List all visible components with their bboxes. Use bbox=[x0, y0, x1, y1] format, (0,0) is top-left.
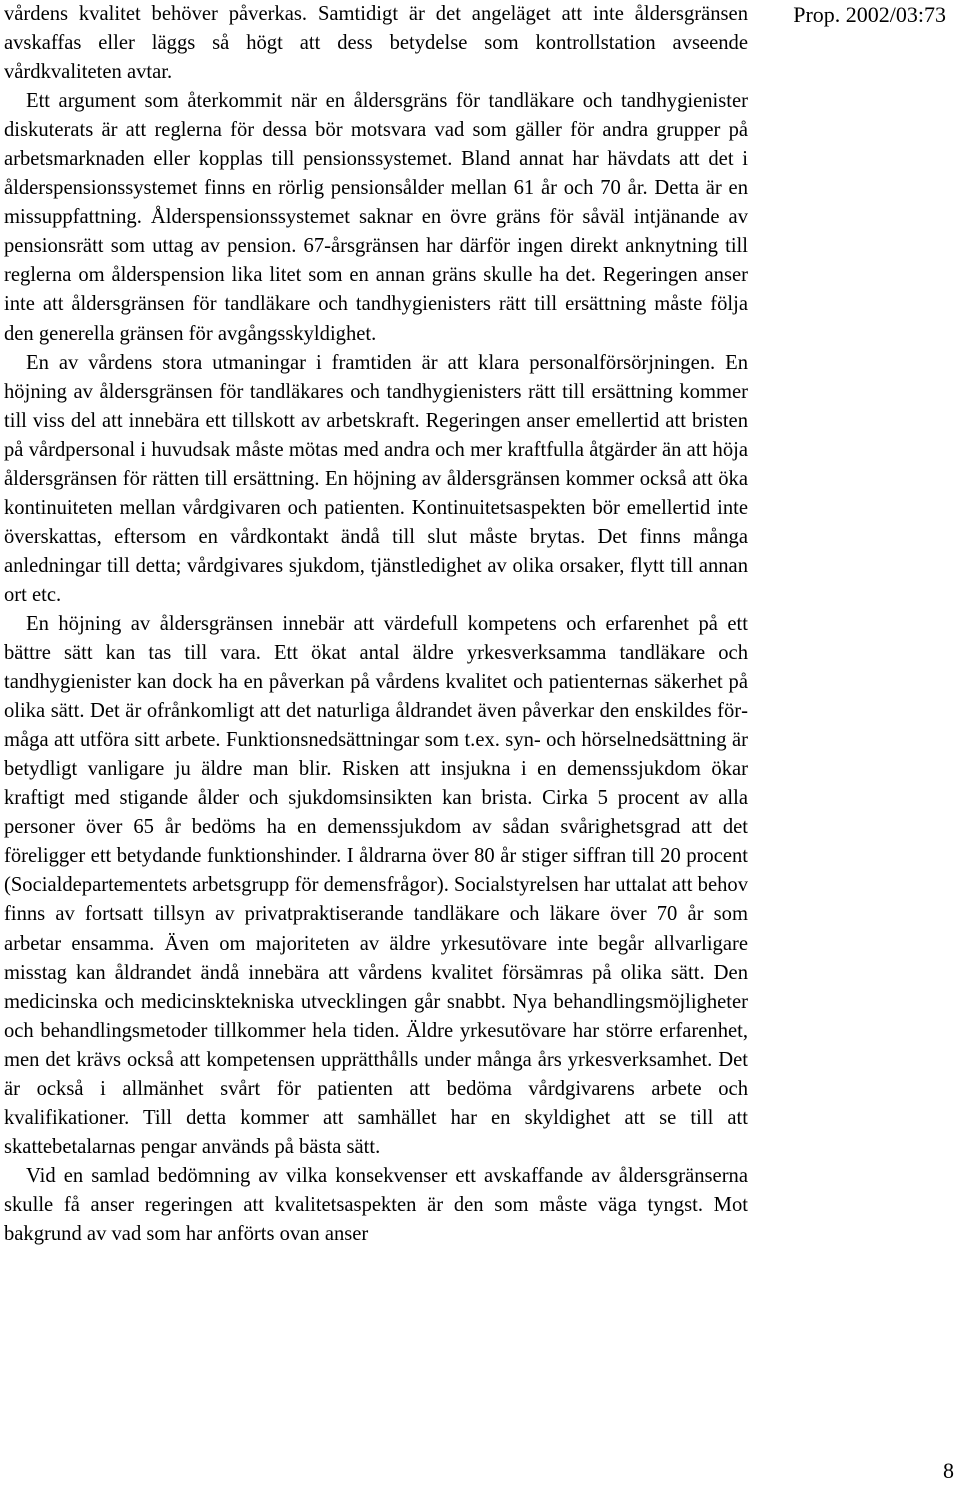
paragraph-1: vårdens kvalitet behöver påverkas. Samtidigt är det angeläget att inte åldersgränsen avskaffas eller läggs så högt att dess betydelse som kontrollstation avseende vårdkvaliteten avtar. bbox=[4, 3, 748, 84]
paragraph-5: Vid en samlad bedömning av vilka konsekvenser ett avskaffande av åldersgränserna skulle få anser regeringen att kvalitetsaspekten är den som måste väga tyngst. Mot bakgrund av vad som har anförts ovan anser bbox=[4, 1164, 748, 1245]
paragraph-2: Ett argument som återkommit när en åldersgräns för tandläkare och tandhygienister diskuterats är att reglerna för dessa bör motsvara vad som gäller för andra grupper på arbetsmarknaden eller kopplas till pensionssystemet. Bland annat har hävdats att det i ålderspensionssystemet finns en rörlig pensionsålder mellan 61 år och 70 år. Detta är en missuppfattning. Ålderspensionssystemet saknar en övre gräns för såväl intjänande av pensionsrätt som uttag av pension. 67-årsgränsen har därför ingen direkt anknytning till reglerna om ålderspension lika litet som en annan gräns skulle ha det. Regeringen anser inte att åldersgränsen för tandläkare och tandhygienisters rätt till ersättning måste följa den generella gränsen för avgångsskyldighet. bbox=[4, 90, 748, 345]
page-number: 8 bbox=[943, 1458, 954, 1483]
document-reference: Prop. 2002/03:73 bbox=[793, 2, 946, 27]
body-text bbox=[4, 0, 748, 1249]
paragraph-4: En höjning av åldersgränsen innebär att värdefull kompetens och erfarenhet på ett bättre sätt kan tas till vara. Ett ökat antal äldre yrkesverksamma tandläkare och tandhygienister kan dock ha en påverkan på vårdens kvalitet och patienternas säkerhet på olika sätt. Det är ofrånkomligt att det naturliga åldrandet även påverkar den enskildes förmåga att utföra sitt arbete. Funktionsnedsättningar som t.ex. syn- och hörselnedsättning är betydligt vanligare ju äldre man blir. Risken att insjukna i en demenssjukdom ökar kraftigt med stigande ålder och sjukdomsinsikten kan brista. Cirka 5 procent av alla personer över 65 år bedöms ha en demenssjukdom av sådan svårighetsgrad att det föreligger ett betydande funktionshinder. I åldrarna över 80 år stiger siffran till 20 procent (Socialdepartementets arbetsgrupp för demensfrågor). Socialstyrelsen har uttalat att behov finns av fortsatt tillsyn av privatpraktiserande tandläkare och läkare över 70 år som arbetar ensamma. Även om majoriteten av äldre yrkesutövare inte begår allvarligare misstag kan åldrandet ändå innebära att vårdens kvalitet försämras på olika sätt. Den medicinska och medicinsktekniska utvecklingen går snabbt. Nya behandlingsmöjligheter och behandlingsmetoder tillkommer hela tiden. Äldre yrkesutövare har större erfarenhet, men det krävs också att kompetensen upprätthålls under många års yrkesverksamhet. Det är också i allmänhet svårt för patienten att bedöma vårdgivarens arbete och kvalifikationer. Till detta kommer att samhället har en skyldighet att se till att skattebetalarnas pengar används på bästa sätt. bbox=[4, 612, 748, 1158]
paragraph-3: En av vårdens stora utmaningar i framtiden är att klara personalförsörjningen. En höjning av åldersgränsen för tandläkares och tandhygienisters rätt till ersättning kommer till viss del att innebära ett tillskott av arbetskraft. Regeringen anser emellertid att bristen på vårdpersonal i huvudsak måste mötas med andra och mer kraftfulla åtgärder än att höja åldersgränsen för rätten till ersättning. En höjning av åldersgränsen kommer också att öka kontinuiteten mellan vårdgivaren och patienten. Kontinuitetsaspekten bör emellertid inte överskattas, eftersom en vårdkontakt ändå till slut måste brytas. Det finns många anledningar till detta; vårdgivares sjukdom, tjänstledighet av olika orsaker, flytt till annan ort etc. bbox=[4, 351, 748, 606]
